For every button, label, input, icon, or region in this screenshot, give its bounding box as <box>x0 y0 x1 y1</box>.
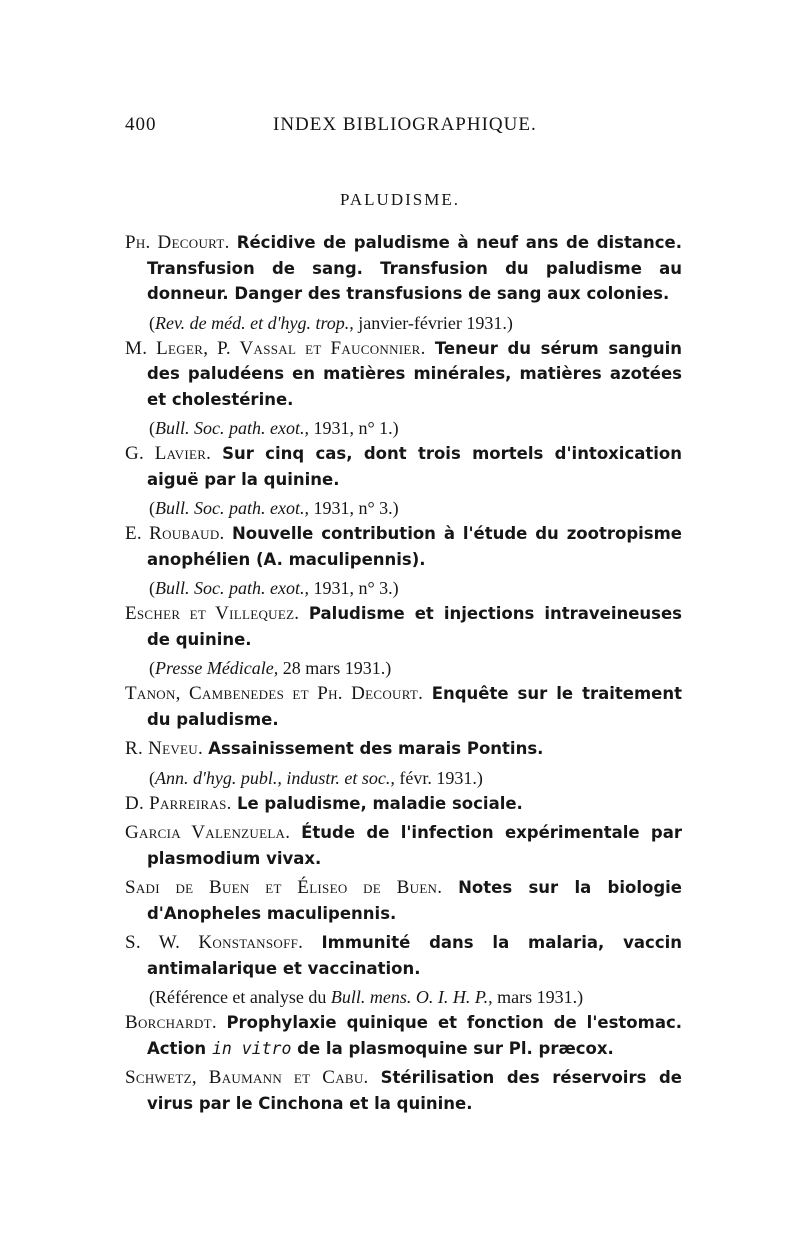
running-head <box>125 114 685 144</box>
entry-reference: (Rev. de méd. et d'hyg. trop., janvier-février 1931.) <box>149 312 513 333</box>
bibliography-entry <box>125 336 682 413</box>
section-title: PALUDISME. <box>340 190 460 209</box>
bibliography-entry <box>125 601 682 652</box>
entry-author: Escher et Villequez. <box>125 603 300 624</box>
entry-author: R. Neveu. <box>125 738 204 759</box>
bibliography-entry <box>125 1010 682 1061</box>
bibliography-entry <box>125 441 682 492</box>
entry-title: Immunité dans la malaria, vaccin antimalarique et vaccination. <box>147 933 683 978</box>
entry-author: G. Lavier. <box>125 443 212 464</box>
entry-title: Étude de l'infection expérimentale par plasmodium vivax. <box>147 823 682 868</box>
entry-author: M. Leger, P. Vassal et Fauconnier. <box>125 337 426 359</box>
entry-author: Garcia Valenzuela. <box>125 822 291 843</box>
bibliography-entry <box>125 1065 682 1116</box>
bibliography-list <box>125 230 682 1120</box>
entry-author: E. Roubaud. <box>125 523 225 544</box>
bibliography-entry <box>125 930 682 981</box>
bibliography-entry <box>125 820 682 871</box>
entry-title: Le paludisme, maladie sociale. <box>236 793 523 813</box>
entry-author: D. Parreiras. <box>125 792 232 814</box>
entry-author: Schwetz, Baumann et Cabu. <box>125 1067 369 1088</box>
bibliography-entry <box>125 521 682 572</box>
bibliography-entry <box>125 791 682 817</box>
bibliography-entry <box>125 230 682 307</box>
entry-author: Ph. Decourt. <box>125 232 230 253</box>
entry-title: Récidive de paludisme à neuf ans de distance. Transfusion de sang. Transfusion du paludisme au donneur. Danger des transfusions de sang aux colonies. <box>147 233 682 303</box>
entry-title: Teneur du sérum sanguin des paludéens en matières minérales, matières azotées et cholestérine. <box>147 338 682 409</box>
header-title: INDEX BIBLIOGRAPHIQUE. <box>273 114 537 135</box>
entry-title: Stérilisation des réservoirs de virus par le Cinchona et la quinine. <box>147 1068 682 1113</box>
bibliography-entry <box>125 875 682 926</box>
entry-reference: (Presse Médicale, 28 mars 1931.) <box>149 658 392 678</box>
entry-reference: (Bull. Soc. path. exot., 1931, n° 1.) <box>149 418 399 438</box>
bibliography-entry <box>125 681 682 732</box>
entry-title: Prophylaxie quinique et fonction de l'estomac. Action in vitro de la plasmoquine sur Pl. præcox. <box>147 1013 682 1058</box>
entry-title: Assainissement des marais Pontins. <box>208 739 544 758</box>
entry-reference: (Bull. Soc. path. exot., 1931, n° 3.) <box>149 578 399 598</box>
bibliography-entry <box>125 736 682 762</box>
entry-reference: (Ann. d'hyg. publ., industr. et soc., févr. 1931.) <box>149 767 483 788</box>
entry-reference: (Bull. Soc. path. exot., 1931, n° 3.) <box>149 498 399 518</box>
entry-title: Enquête sur le traitement du paludisme. <box>147 684 682 729</box>
entry-reference: (Référence et analyse du Bull. mens. O. I. H. P., mars 1931.) <box>149 987 584 1007</box>
entry-author: S. W. Konstansoff. <box>125 932 304 953</box>
entry-title: Notes sur la biologie d'Anopheles maculipennis. <box>147 878 682 923</box>
entry-title: Sur cinq cas, dont trois mortels d'intoxication aiguë par la quinine. <box>147 444 682 489</box>
entry-author: Sadi de Buen et Éliseo de Buen. <box>125 877 443 898</box>
entry-title: Nouvelle contribution à l'étude du zootropisme anophélien (A. maculipennis). <box>147 524 682 569</box>
entry-author: Tanon, Cambenedes et Ph. Decourt. <box>125 683 424 704</box>
page-number: 400 <box>125 114 157 135</box>
entry-title: Paludisme et injections intraveineuses de quinine. <box>147 604 682 649</box>
entry-author: Borchardt. <box>125 1012 217 1033</box>
